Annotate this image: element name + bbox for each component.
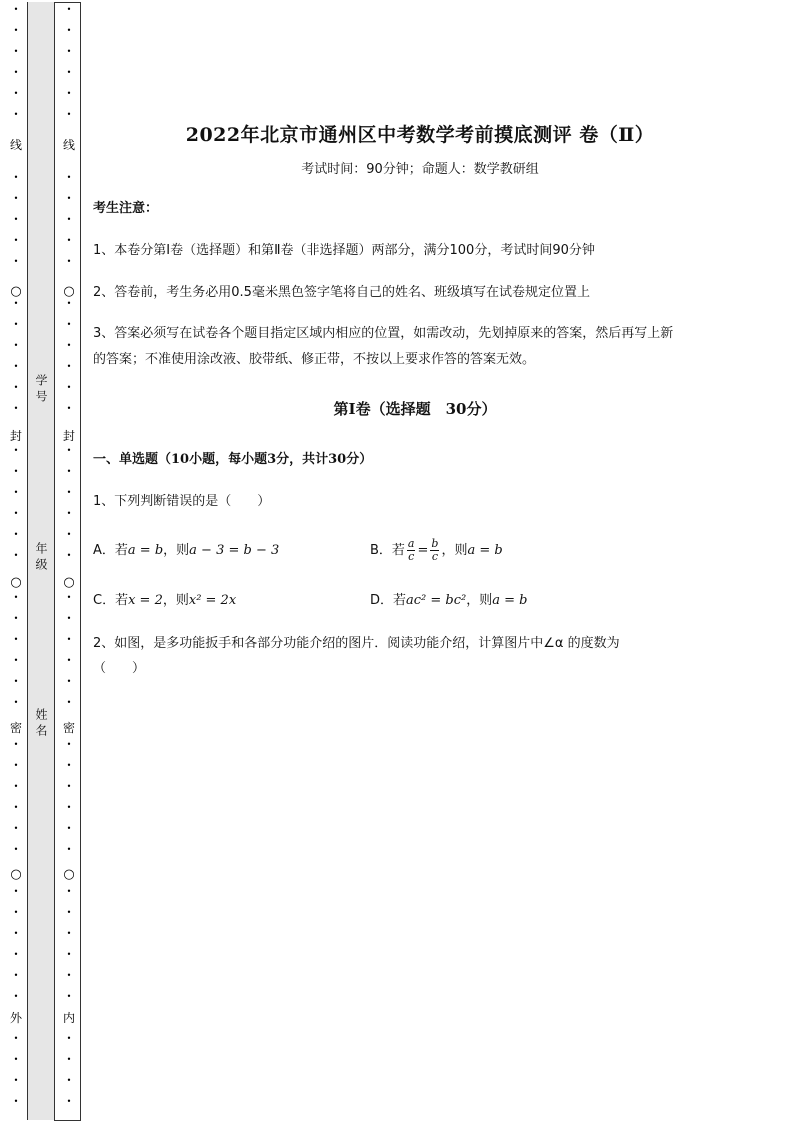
outer-seal-dot: • <box>13 404 19 413</box>
inner-seal-dot: • <box>66 677 72 686</box>
outer-seal-dot: • <box>13 887 19 896</box>
student-id-label <box>27 374 55 406</box>
outer-seal-dot: • <box>13 320 19 329</box>
outer-seal-dot: • <box>13 257 19 266</box>
outer-seal-dot: • <box>13 467 19 476</box>
inner-seal-dot: • <box>66 320 72 329</box>
inner-seal-dot: • <box>66 341 72 350</box>
outer-seal-dot: • <box>13 509 19 518</box>
fraction-denominator: c <box>408 550 415 563</box>
option-d-prefix: D．若 <box>370 593 407 608</box>
option-b-fraction-right <box>430 538 439 563</box>
outer-seal-circle: ○ <box>10 575 22 590</box>
inner-seal-dot: • <box>66 383 72 392</box>
outer-seal-dot: • <box>13 446 19 455</box>
fraction-numerator: b <box>431 537 439 550</box>
inner-seal-dot: • <box>66 89 72 98</box>
outer-seal-dot: • <box>13 215 19 224</box>
outer-seal-mark: 线 <box>9 138 22 152</box>
option-b-then: ，则 <box>441 543 468 558</box>
inner-seal-dot: • <box>66 845 72 854</box>
inner-seal-mark: 内 <box>62 1011 75 1025</box>
outer-seal-dot: • <box>13 47 19 56</box>
outer-seal-dot: • <box>13 740 19 749</box>
option-c-result: x² = 2x <box>188 593 237 608</box>
outer-seal-dot: • <box>13 1097 19 1106</box>
exam-info: 考试时间：90分钟；命题人：数学教研组 <box>301 162 539 177</box>
outer-seal-dot: • <box>13 5 19 14</box>
inner-seal-dot: • <box>66 971 72 980</box>
option-c-prefix: C．若 <box>93 593 129 608</box>
inner-seal-dot: • <box>66 26 72 35</box>
inner-seal-circle: ○ <box>63 284 75 299</box>
inner-seal-dot: • <box>66 992 72 1001</box>
inner-seal-dot: • <box>66 68 72 77</box>
inner-seal-dot: • <box>66 404 72 413</box>
option-b-equals: = <box>417 543 429 558</box>
inner-seal-dot: • <box>66 803 72 812</box>
inner-seal-dot: • <box>66 656 72 665</box>
outer-seal-dot: • <box>13 236 19 245</box>
fraction-numerator: a <box>407 537 415 550</box>
outer-seal-dot: • <box>13 68 19 77</box>
outer-seal-dot: • <box>13 89 19 98</box>
option-b-result: a = b <box>467 543 503 558</box>
inner-seal-dot: • <box>66 509 72 518</box>
option-b[interactable] <box>370 538 503 564</box>
binding-outer-border <box>80 2 81 1120</box>
option-d-condition: ac² = bc² <box>406 593 467 608</box>
inner-seal-mark: 密 <box>62 721 75 735</box>
inner-seal-dot: • <box>66 236 72 245</box>
outer-seal-dot: • <box>13 1076 19 1085</box>
grade-label <box>27 542 55 574</box>
inner-seal-circle: ○ <box>63 867 75 882</box>
outer-seal-dot: • <box>13 551 19 560</box>
outer-seal-dot: • <box>13 173 19 182</box>
inner-seal-dot: • <box>66 173 72 182</box>
option-d-result: a = b <box>492 593 528 608</box>
option-c[interactable] <box>93 588 236 614</box>
outer-seal-line <box>9 0 23 1123</box>
option-b-prefix: B．若 <box>370 543 405 558</box>
inner-seal-dot: • <box>66 950 72 959</box>
outer-seal-dot: • <box>13 929 19 938</box>
inner-seal-dot: • <box>66 929 72 938</box>
outer-seal-dot: • <box>13 845 19 854</box>
option-c-condition: x = 2 <box>128 593 163 608</box>
question-2-line-1: 2、如图，是多功能扳手和各部分功能介绍的图片．阅读功能介绍，计算图片中∠α 的度数为 <box>93 636 620 651</box>
student-id-text: 学号 <box>34 374 48 406</box>
inner-seal-dot: • <box>66 824 72 833</box>
notice-item-3-line-2: 的答案；不准使用涂改液、胶带纸、修正带，不按以上要求作答的答案无效。 <box>93 352 536 367</box>
inner-seal-dot: • <box>66 614 72 623</box>
question-2-line-2: （ ） <box>93 661 146 676</box>
inner-seal-dot: • <box>66 5 72 14</box>
outer-seal-dot: • <box>13 950 19 959</box>
question-1-stem: 1、下列判断错误的是（ ） <box>93 494 271 509</box>
outer-seal-dot: • <box>13 299 19 308</box>
inner-seal-dot: • <box>66 635 72 644</box>
inner-seal-dot: • <box>66 698 72 707</box>
part-heading: 一、单选题（10小题，每小题3分，共计30分） <box>93 452 373 467</box>
grade-text: 年级 <box>34 542 48 574</box>
outer-seal-dot: • <box>13 194 19 203</box>
outer-seal-dot: • <box>13 677 19 686</box>
inner-seal-line <box>62 0 76 1123</box>
outer-seal-mark: 密 <box>9 721 22 735</box>
inner-seal-dot: • <box>66 446 72 455</box>
inner-seal-dot: • <box>66 593 72 602</box>
outer-seal-dot: • <box>13 593 19 602</box>
inner-seal-dot: • <box>66 194 72 203</box>
option-a[interactable] <box>93 538 279 564</box>
outer-seal-dot: • <box>13 110 19 119</box>
inner-seal-dot: • <box>66 1097 72 1106</box>
fraction-denominator: c <box>431 550 438 563</box>
outer-seal-mark: 封 <box>9 429 22 443</box>
inner-seal-dot: • <box>66 467 72 476</box>
inner-seal-dot: • <box>66 299 72 308</box>
outer-seal-dot: • <box>13 992 19 1001</box>
outer-seal-dot: • <box>13 698 19 707</box>
page-title: 2022年北京市通州区中考数学考前摸底测评 卷（Ⅱ） <box>185 124 655 146</box>
inner-seal-dot: • <box>66 110 72 119</box>
outer-seal-dot: • <box>13 635 19 644</box>
inner-seal-dot: • <box>66 1076 72 1085</box>
inner-seal-dot: • <box>66 551 72 560</box>
notice-heading: 考生注意： <box>93 201 159 216</box>
inner-seal-mark: 封 <box>62 429 75 443</box>
section-title: 第Ⅰ卷（选择题 30分） <box>333 400 497 418</box>
notice-item-1: 1、本卷分第Ⅰ卷（选择题）和第Ⅱ卷（非选择题）两部分，满分100分，考试时间90分钟 <box>93 243 595 258</box>
option-b-fraction-left <box>407 538 416 563</box>
notice-item-3-line-1: 3、答案必须写在试卷各个题目指定区域内相应的位置，如需改动，先划掉原来的答案，然后再写上新 <box>93 326 674 341</box>
option-a-result: a − 3 = b − 3 <box>189 543 280 558</box>
option-d[interactable] <box>370 588 527 614</box>
outer-seal-dot: • <box>13 782 19 791</box>
option-a-then: ，则 <box>163 543 190 558</box>
inner-seal-dot: • <box>66 782 72 791</box>
outer-seal-dot: • <box>13 824 19 833</box>
outer-seal-dot: • <box>13 362 19 371</box>
outer-seal-dot: • <box>13 341 19 350</box>
inner-seal-dot: • <box>66 1034 72 1043</box>
name-label <box>27 708 55 740</box>
outer-seal-circle: ○ <box>10 284 22 299</box>
inner-seal-dot: • <box>66 530 72 539</box>
outer-seal-dot: • <box>13 761 19 770</box>
outer-seal-dot: • <box>13 1034 19 1043</box>
outer-seal-dot: • <box>13 803 19 812</box>
inner-seal-dot: • <box>66 761 72 770</box>
name-text: 姓名 <box>34 708 48 740</box>
outer-seal-dot: • <box>13 1055 19 1064</box>
outer-seal-dot: • <box>13 26 19 35</box>
outer-seal-dot: • <box>13 908 19 917</box>
outer-seal-dot: • <box>13 656 19 665</box>
outer-seal-dot: • <box>13 614 19 623</box>
outer-seal-circle: ○ <box>10 867 22 882</box>
inner-seal-mark: 线 <box>62 138 75 152</box>
inner-seal-dot: • <box>66 488 72 497</box>
inner-seal-circle: ○ <box>63 575 75 590</box>
inner-seal-dot: • <box>66 740 72 749</box>
option-d-then: ，则 <box>466 593 493 608</box>
inner-seal-dot: • <box>66 1055 72 1064</box>
inner-seal-dot: • <box>66 887 72 896</box>
outer-seal-dot: • <box>13 530 19 539</box>
outer-seal-dot: • <box>13 971 19 980</box>
option-a-condition: a = b <box>127 543 164 558</box>
inner-seal-dot: • <box>66 362 72 371</box>
inner-seal-dot: • <box>66 47 72 56</box>
option-c-then: ，则 <box>162 593 189 608</box>
inner-seal-dot: • <box>66 908 72 917</box>
inner-seal-dot: • <box>66 215 72 224</box>
outer-seal-mark: 外 <box>9 1011 22 1025</box>
outer-seal-dot: • <box>13 383 19 392</box>
option-a-prefix: A．若 <box>93 543 128 558</box>
inner-seal-dot: • <box>66 257 72 266</box>
notice-item-2: 2、答卷前，考生务必用0.5毫米黑色签字笔将自己的姓名、班级填写在试卷规定位置上 <box>93 285 590 300</box>
outer-seal-dot: • <box>13 488 19 497</box>
